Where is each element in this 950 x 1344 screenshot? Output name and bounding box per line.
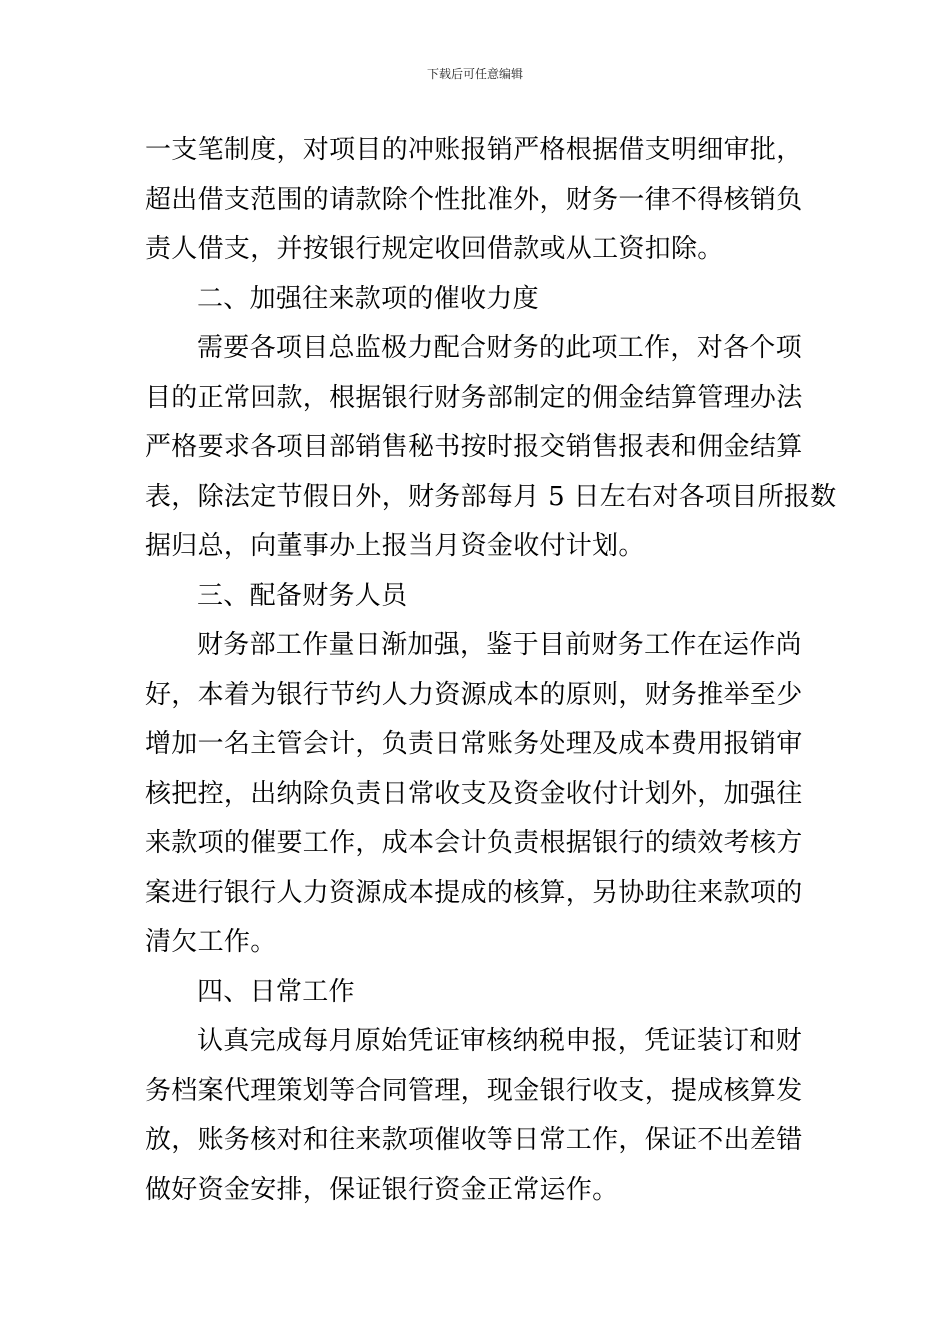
body-text-line: 放，账务核对和往来款项催收等日常工作，保证不出差错 (145, 1125, 803, 1155)
body-text-line: 责人借支，并按银行规定收回借款或从工资扣除。 (145, 234, 724, 264)
page-header: 下载后可任意编辑 (426, 67, 523, 81)
body-text-line: 一支笔制度，对项目的冲账报销严格根据借支明细审批， (145, 135, 803, 165)
paragraph-first-line: 需要各项目总监极力配合财务的此项工作，对各个项 (197, 333, 802, 363)
section-heading: 三、配备财务人员 (197, 580, 408, 611)
body-text-line: 目的正常回款，根据银行财务部制定的佣金结算管理办法 (145, 382, 803, 413)
body-text-line: 做好资金安排，保证银行资金正常运作。 (145, 1174, 619, 1205)
body-text-line: 增加一名主管会计，负责日常账务处理及成本费用报销审 (145, 729, 803, 759)
body-text-line: 好，本着为银行节约人力资源成本的原则，财务推举至少 (145, 679, 803, 710)
body-text-line: 超出借支范围的请款除个性批准外，财务一律不得核销负 (145, 184, 803, 215)
paragraph-first-line: 认真完成每月原始凭证审核纳税申报，凭证装订和财 (197, 1026, 802, 1056)
body-text-line: 案进行银行人力资源成本提成的核算，另协助往来款项的 (145, 877, 803, 908)
body-text-line: 表，除法定节假日外，财务部每月 5 日左右对各项目所报数 (145, 481, 837, 512)
body-text-line: 来款项的催要工作，成本会计负责根据银行的绩效考核方 (145, 828, 803, 858)
section-heading: 四、日常工作 (197, 976, 355, 1007)
body-text-line: 务档案代理策划等合同管理，现金银行收支，提成核算发 (145, 1075, 803, 1106)
body-text-line: 核把控，出纳除负责日常收支及资金收付计划外，加强往 (145, 778, 803, 809)
section-heading: 二、加强往来款项的催收力度 (197, 283, 539, 314)
body-text-line: 清欠工作。 (145, 927, 277, 957)
body-text-line: 据归总，向董事办上报当月资金收付计划。 (145, 531, 645, 561)
document-body (145, 126, 837, 1215)
paragraph-first-line: 财务部工作量日渐加强，鉴于目前财务工作在运作尚 (197, 630, 802, 660)
body-text-line: 严格要求各项目部销售秘书按时报交销售报表和佣金结算 (145, 432, 803, 462)
